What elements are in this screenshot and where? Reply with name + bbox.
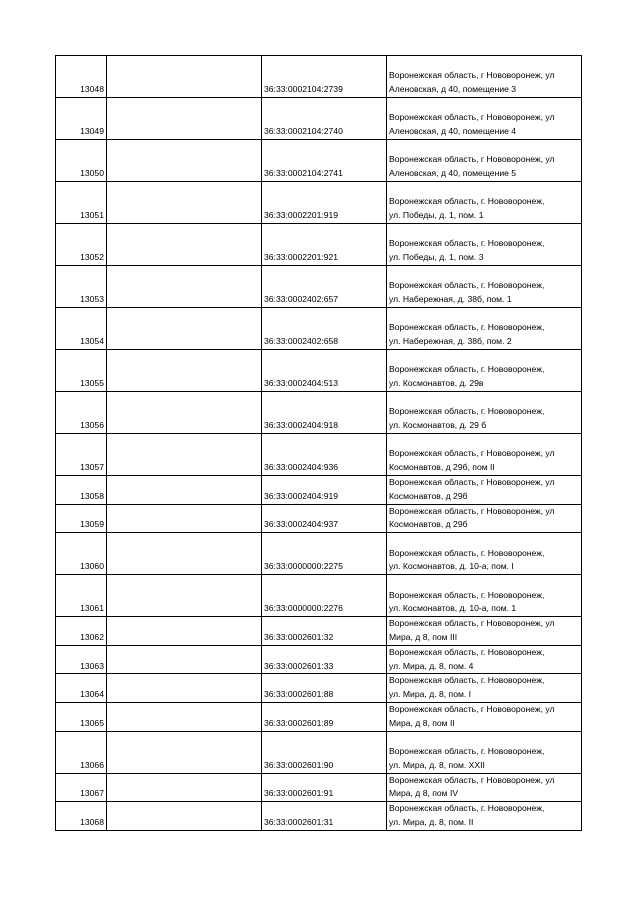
table-row [56,802,582,831]
address-line: Аленовская, д 40, помещение 3 [389,84,517,95]
address-line: Воронежская область, г. Нововоронеж, [389,280,545,291]
cadastral-number: 36:33:0002404:936 [262,434,387,476]
address-line: Воронежская область, г. Нововоронеж, [389,238,545,249]
table-row [56,674,582,703]
property-registry-table [55,55,582,831]
cadastral-number: 36:33:0002601:88 [262,674,387,703]
table-row [56,773,582,802]
table-row [56,140,582,182]
cadastral-number: 36:33:0002601:31 [262,802,387,831]
empty-cell [107,802,262,831]
address-line: Космонавтов, д 29б [389,490,468,501]
empty-cell [107,575,262,617]
row-number: 13065 [56,702,107,731]
address-line: ул. Космонавтов, д. 29 б [389,420,487,431]
empty-cell [107,392,262,434]
row-number: 13062 [56,617,107,646]
row-number: 13068 [56,802,107,831]
row-number: 13048 [56,56,107,98]
address-line: Воронежская область, г Нововоронеж, ул [389,448,555,459]
empty-cell [107,476,262,505]
address-cell [387,56,582,98]
address-cell [387,392,582,434]
row-number: 13064 [56,674,107,703]
address-line: Воронежская область, г. Нововоронеж, [389,322,545,333]
table-row [56,434,582,476]
empty-cell [107,773,262,802]
address-line: Аленовская, д 40, помещение 4 [389,126,517,137]
cadastral-number: 36:33:0002404:513 [262,350,387,392]
address-cell [387,140,582,182]
row-number: 13059 [56,504,107,533]
address-line: ул. Набережная, д. 38б, пом. 1 [389,294,512,305]
table-row [56,702,582,731]
address-cell [387,674,582,703]
row-number: 13067 [56,773,107,802]
cadastral-number: 36:33:0002104:2740 [262,98,387,140]
address-cell [387,731,582,773]
address-line: Мира, д 8, пом IV [389,788,459,799]
empty-cell [107,617,262,646]
address-cell [387,224,582,266]
empty-cell [107,224,262,266]
cadastral-number: 36:33:0002601:91 [262,773,387,802]
empty-cell [107,434,262,476]
row-number: 13050 [56,140,107,182]
table-row [56,308,582,350]
table-row [56,476,582,505]
address-line: Воронежская область, г Нововоронеж, ул [389,703,555,714]
empty-cell [107,645,262,674]
address-line: Аленовская, д 40, помещение 5 [389,168,517,179]
table-row [56,98,582,140]
empty-cell [107,182,262,224]
empty-cell [107,308,262,350]
address-cell [387,617,582,646]
address-cell [387,702,582,731]
address-line: Воронежская область, г. Нововоронеж, [389,803,545,814]
row-number: 13060 [56,533,107,575]
address-line: Воронежская область, г. Нововоронеж, [389,547,545,558]
address-line: Мира, д 8, пом III [389,631,458,642]
table-row [56,224,582,266]
empty-cell [107,266,262,308]
empty-cell [107,350,262,392]
address-cell [387,350,582,392]
address-line: Воронежская область, г. Нововоронеж, [389,589,545,600]
address-cell [387,182,582,224]
address-line: ул. Мира, д. 8, пом. XXII [389,759,485,770]
row-number: 13066 [56,731,107,773]
address-cell [387,802,582,831]
address-line: ул. Победы, д. 1, пом. 3 [389,252,484,263]
address-line: Воронежская область, г Нововоронеж, ул [389,70,555,81]
table-row [56,617,582,646]
address-line: Воронежская область, г. Нововоронеж, [389,406,545,417]
row-number: 13051 [56,182,107,224]
address-cell [387,645,582,674]
row-number: 13053 [56,266,107,308]
address-line: Воронежская область, г. Нововоронеж, [389,646,545,657]
cadastral-number: 36:33:0000000:2276 [262,575,387,617]
table-row [56,182,582,224]
address-line: Воронежская область, г. Нововоронеж, [389,675,545,686]
table-row [56,350,582,392]
empty-cell [107,731,262,773]
cadastral-number: 36:33:0000000:2275 [262,533,387,575]
address-cell [387,476,582,505]
cadastral-number: 36:33:0002601:33 [262,645,387,674]
address-cell [387,533,582,575]
address-line: Воронежская область, г Нововоронеж, ул [389,618,555,629]
address-cell [387,504,582,533]
row-number: 13061 [56,575,107,617]
address-line: Космонавтов, д 29б [389,519,468,530]
row-number: 13049 [56,98,107,140]
empty-cell [107,98,262,140]
row-number: 13058 [56,476,107,505]
row-number: 13057 [56,434,107,476]
empty-cell [107,140,262,182]
address-line: ул. Мира, д. 8, пом. 4 [389,660,474,671]
table-row [56,56,582,98]
table-row [56,504,582,533]
address-line: ул. Космонавтов, д. 29в [389,378,484,389]
address-line: ул. Мира, д. 8, пом. II [389,816,474,827]
cadastral-number: 36:33:0002404:919 [262,476,387,505]
empty-cell [107,674,262,703]
cadastral-number: 36:33:0002402:657 [262,266,387,308]
address-line: Мира, д 8, пом II [389,717,455,728]
address-line: ул. Космонавтов, д. 10-а, пом. 1 [389,603,517,614]
table-row [56,266,582,308]
row-number: 13056 [56,392,107,434]
row-number: 13055 [56,350,107,392]
address-cell [387,575,582,617]
cadastral-number: 36:33:0002601:90 [262,731,387,773]
cadastral-number: 36:33:0002601:32 [262,617,387,646]
empty-cell [107,56,262,98]
address-line: Воронежская область, г Нововоронеж, ул [389,774,555,785]
address-line: ул. Мира, д. 8, пом. I [389,689,472,700]
cadastral-number: 36:33:0002402:658 [262,308,387,350]
address-line: Воронежская область, г Нововоронеж, ул [389,505,555,516]
table-row [56,575,582,617]
cadastral-number: 36:33:0002201:921 [262,224,387,266]
row-number: 13052 [56,224,107,266]
address-line: Космонавтов, д 29б, пом II [389,462,495,473]
cadastral-number: 36:33:0002601:89 [262,702,387,731]
address-line: ул. Победы, д. 1, пом. 1 [389,210,484,221]
row-number: 13063 [56,645,107,674]
cadastral-number: 36:33:0002104:2741 [262,140,387,182]
address-line: Воронежская область, г Нововоронеж, ул [389,154,555,165]
empty-cell [107,533,262,575]
empty-cell [107,504,262,533]
address-cell [387,308,582,350]
table-row [56,392,582,434]
row-number: 13054 [56,308,107,350]
address-cell [387,98,582,140]
address-line: Воронежская область, г. Нововоронеж, [389,196,545,207]
cadastral-number: 36:33:0002404:918 [262,392,387,434]
empty-cell [107,702,262,731]
table-row [56,645,582,674]
table-row [56,731,582,773]
address-line: ул. Набережная, д. 38б, пом. 2 [389,336,512,347]
address-cell [387,773,582,802]
table-row [56,533,582,575]
address-line: Воронежская область, г. Нововоронеж, [389,745,545,756]
cadastral-number: 36:33:0002104:2739 [262,56,387,98]
cadastral-number: 36:33:0002404:937 [262,504,387,533]
address-line: ул. Космонавтов, д. 10-а, пом. I [389,561,514,572]
address-cell [387,434,582,476]
address-line: Воронежская область, г Нововоронеж, ул [389,477,555,487]
address-line: Воронежская область, г Нововоронеж, ул [389,112,555,123]
cadastral-number: 36:33:0002201:919 [262,182,387,224]
address-cell [387,266,582,308]
address-line: Воронежская область, г. Нововоронеж, [389,364,545,375]
